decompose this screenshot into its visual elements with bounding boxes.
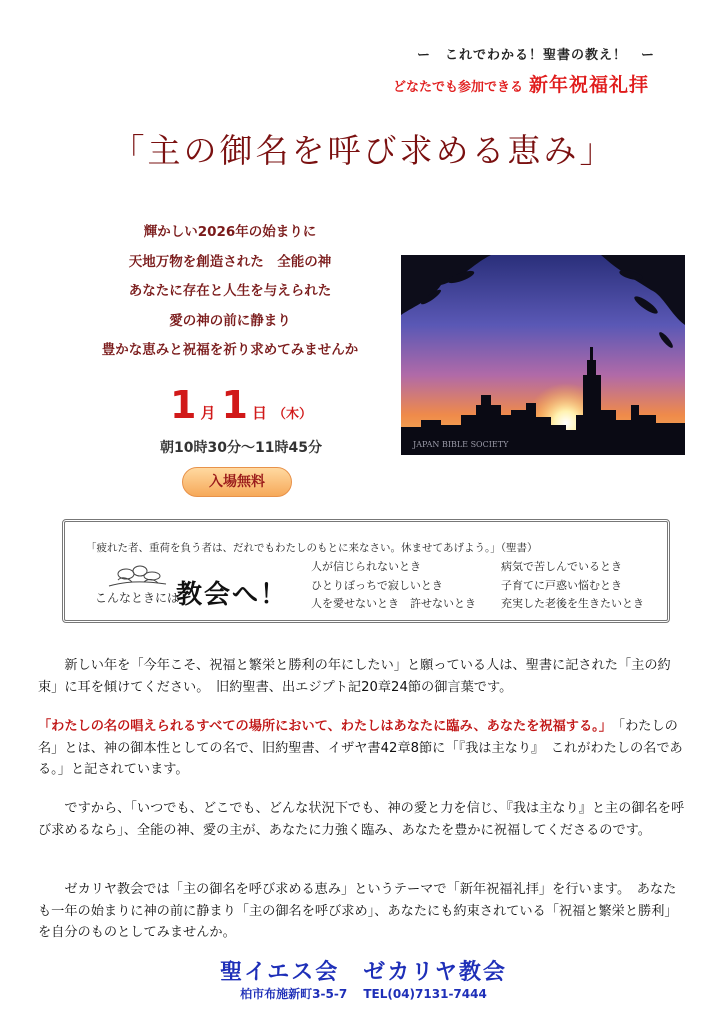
intro-line: 天地万物を創造された 全能の神	[128, 253, 332, 270]
list-item: 人を愛せないとき 許せないとき	[311, 597, 476, 610]
flower-icon	[104, 560, 174, 590]
series-tagline: ー これでわかる！聖書の教え！ ー	[416, 48, 655, 63]
sunset-photo	[401, 255, 685, 455]
event-heading	[393, 70, 649, 97]
paragraph-2-text: 「わたしの名」とは、神の御本性としての名で、旧約聖書、イザヤ書42章8節に「『我は主なり』 これがわたしの名である。」と記されています。	[38, 719, 683, 777]
paragraph-1: 新しい年を「今年こそ、祝福と繁栄と勝利の年にしたい」と願っている人は、聖書に記された「主の約束」に耳を傾けてください。 旧約聖書、出エジプト記20章24節の御言葉です。	[38, 658, 671, 695]
intro-text	[60, 218, 400, 366]
intro-line: あなたに存在と人生を与えられた	[128, 283, 332, 299]
paragraph-4: ゼカリヤ教会では「主の御名を呼び求める恵み」というテーマで「新年祝福礼拝」を行います。 あなたも一年の始まりに神の前に静まり「主の御名を呼び求め」、あなたにも約束されている「祝福と繁栄と勝利」を自分のものとしてみませんか。	[38, 882, 678, 940]
list-item: 人が信じられないとき	[311, 560, 421, 573]
intro-line: 豊かな恵みと祝福を祈り求めてみませんか	[101, 342, 359, 358]
church-name: 聖イエス会 ゼカリヤ教会	[220, 960, 507, 985]
scripture-verse: 「わたしの名の唱えられるすべての場所において、わたしはあなたに臨み、あなたを祝福する。」	[38, 719, 606, 734]
church-cta: 教会へ！	[176, 580, 289, 610]
right-situation-list	[501, 558, 644, 614]
banner-quote: 「疲れた者、重荷を負う者は、だれでもわたしのもとに来なさい。休ませてあげよう。」（聖書）	[86, 542, 538, 554]
page-title: 「主の御名を呼び求める恵み」	[111, 131, 616, 170]
paragraph-2	[38, 716, 688, 781]
intro-line: 輝かしい2026年の始まりに	[143, 224, 317, 240]
event-name: 新年祝福礼拝	[528, 74, 649, 96]
when-label: こんなときには	[95, 591, 180, 605]
list-item: 子育てに戸惑い悩むとき	[501, 578, 622, 592]
list-item: ひとりぼっちで寂しいとき	[311, 578, 443, 592]
date-month: 1	[170, 383, 197, 427]
day-unit: 日	[251, 404, 267, 422]
intro-line: 愛の神の前に静まり	[169, 312, 291, 329]
list-item: 病気で苦しんでいるとき	[501, 560, 622, 573]
event-time: 朝10時30分～11時45分	[160, 440, 322, 456]
date-weekday: （木）	[272, 407, 312, 422]
left-situation-list	[311, 558, 476, 614]
church-address: 柏市布施新町3-5-7 TEL(04)7131-7444	[240, 987, 487, 1001]
event-date	[126, 383, 356, 427]
photo-credit: JAPAN BIBLE SOCIETY	[413, 440, 509, 449]
date-day: 1	[221, 383, 248, 427]
event-subtitle: どなたでも参加できる	[392, 80, 523, 95]
paragraph-3: ですから、「いつでも、どこでも、どんな状況下でも、神の愛と力を信じ、『我は主なり』と主の御名を呼び求めるなら」、全能の神、愛の主が、あなたに力強く臨み、あなたを豊かに祝福してくださるのです。	[38, 801, 685, 838]
admission-badge: 入場無料	[182, 467, 292, 497]
list-item: 充実した老後を生きたいとき	[501, 597, 644, 610]
month-unit: 月	[200, 404, 216, 422]
